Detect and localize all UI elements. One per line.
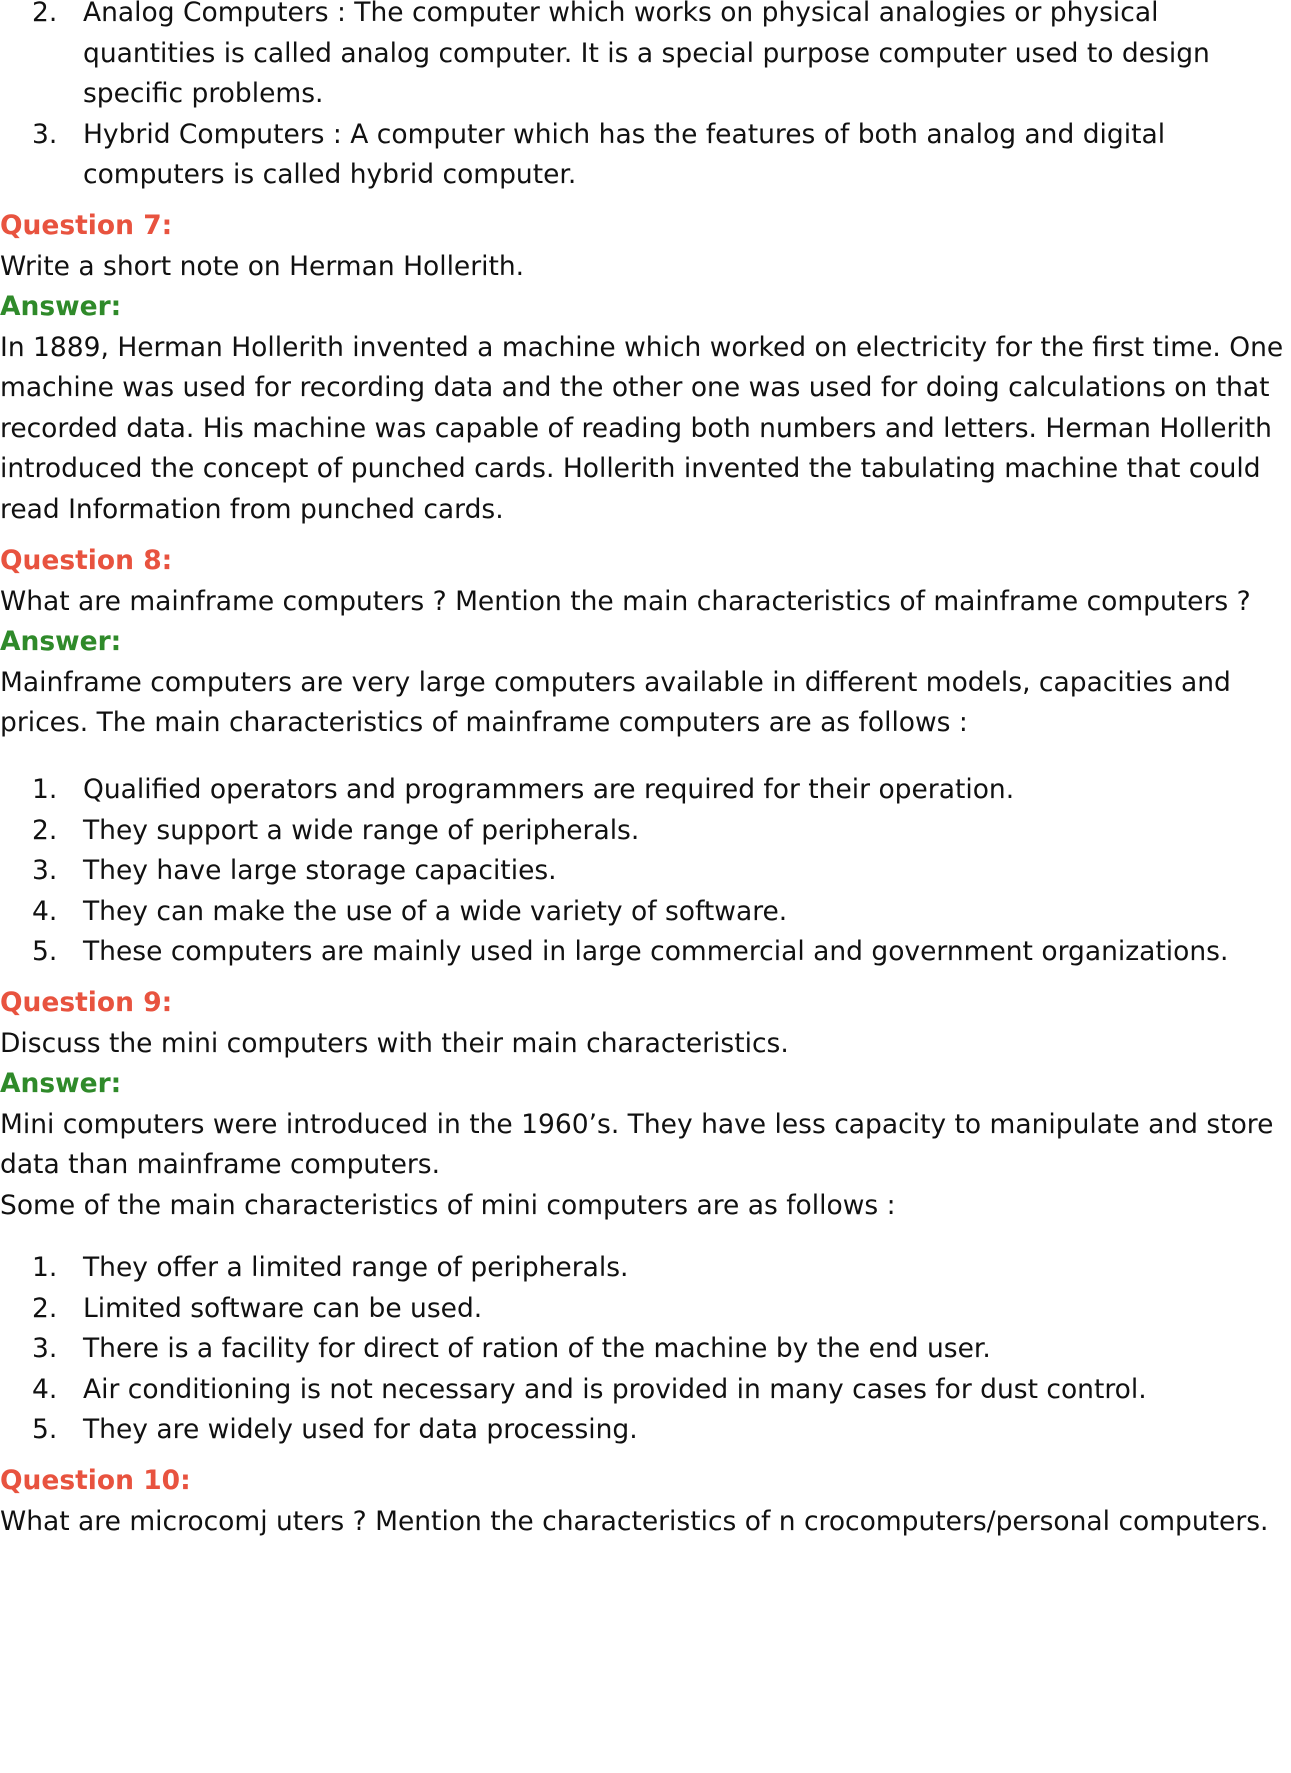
list-text: These computers are mainly used in large commercial and government organizations.	[83, 936, 1229, 967]
list-item	[0, 0, 1291, 115]
question-10-text: What are microcomj uters ? Mention the characteristics of n crocomputers/personal computers.	[0, 1505, 1269, 1537]
list-text: They offer a limited range of peripherals.	[83, 1252, 629, 1283]
list-item	[0, 770, 1291, 811]
answer-7-text: In 1889, Herman Hollerith invented a machine which worked on electricity for the first time. One machine was used for recording data and the other one was used for doing calculations on that recorded data. His machine was capable of reading both numbers and letters. Herman Hollerith introduced the concept of punched cards. Hollerith invented the tabulating machine that could read Information from punched cards.	[0, 331, 1284, 525]
list-text: They can make the use of a wide variety of software.	[83, 895, 788, 927]
list-item	[0, 932, 1291, 973]
question-10-section	[0, 1461, 1291, 1542]
list-number: 2.	[32, 1292, 58, 1324]
mainframe-characteristics-list	[0, 770, 1291, 973]
mini-computer-characteristics-list	[0, 1248, 1291, 1451]
list-text: They support a wide range of peripherals.	[83, 814, 640, 846]
list-item	[0, 1248, 1291, 1289]
list-number: 3.	[32, 118, 58, 150]
question-9-section	[0, 983, 1291, 1226]
list-number: 4.	[32, 895, 58, 927]
list-number: 3.	[32, 1333, 58, 1364]
question-10-heading: Question 10:	[0, 1465, 191, 1496]
list-text: They are widely used for data processing.	[83, 1414, 638, 1445]
question-9-text: Discuss the mini computers with their main characteristics.	[0, 1027, 789, 1059]
list-number: 5.	[32, 1414, 58, 1445]
question-8-heading: Question 8:	[0, 545, 173, 576]
list-text: Qualified operators and programmers are required for their operation.	[83, 774, 1015, 805]
list-item	[0, 892, 1291, 933]
list-text: There is a facility for direct of ration of the machine by the end user.	[83, 1333, 991, 1364]
list-text: Limited software can be used.	[83, 1292, 483, 1324]
list-text: They have large storage capacities.	[83, 855, 557, 886]
list-text: Air conditioning is not necessary and is provided in many cases for dust control.	[83, 1373, 1147, 1405]
list-item	[0, 811, 1291, 852]
list-text: Hybrid Computers : A computer which has the features of both analog and digital computers is called hybrid computer.	[83, 118, 1166, 190]
answer-8-text: Mainframe computers are very large computers available in different models, capacities and prices. The main characteristics of mainframe computers are as follows :	[0, 666, 1231, 738]
list-number: 4.	[32, 1373, 58, 1405]
answer-7-heading: Answer:	[0, 291, 122, 322]
list-item	[0, 115, 1291, 196]
list-item	[0, 1370, 1291, 1411]
list-text: Analog Computers : The computer which works on physical analogies or physical quantities is called analog computer. It is a special purpose computer used to design specific problems.	[83, 0, 1210, 109]
list-item	[0, 1289, 1291, 1330]
list-item	[0, 851, 1291, 892]
question-9-heading: Question 9:	[0, 987, 173, 1018]
list-number: 2.	[32, 814, 58, 846]
question-7-section	[0, 206, 1291, 530]
answer-9-text-continued: Some of the main characteristics of mini computers are as follows :	[0, 1189, 896, 1221]
list-number: 3.	[32, 855, 58, 886]
answer-9-heading: Answer:	[0, 1068, 122, 1099]
answer-9-text: Mini computers were introduced in the 1960’s. They have less capacity to manipulate and store data than mainframe computers.	[0, 1108, 1274, 1180]
question-7-heading: Question 7:	[0, 210, 173, 241]
list-number: 1.	[32, 1252, 58, 1283]
list-number: 5.	[32, 936, 58, 967]
list-number: 1.	[32, 774, 58, 805]
list-number: 2.	[32, 0, 58, 28]
question-8-section	[0, 541, 1291, 744]
question-8-text: What are mainframe computers ? Mention the main characteristics of mainframe computers ?	[0, 585, 1251, 617]
list-item	[0, 1329, 1291, 1370]
question-7-text: Write a short note on Herman Hollerith.	[0, 250, 525, 282]
top-list	[0, 0, 1291, 196]
list-item	[0, 1410, 1291, 1451]
answer-8-heading: Answer:	[0, 626, 122, 657]
